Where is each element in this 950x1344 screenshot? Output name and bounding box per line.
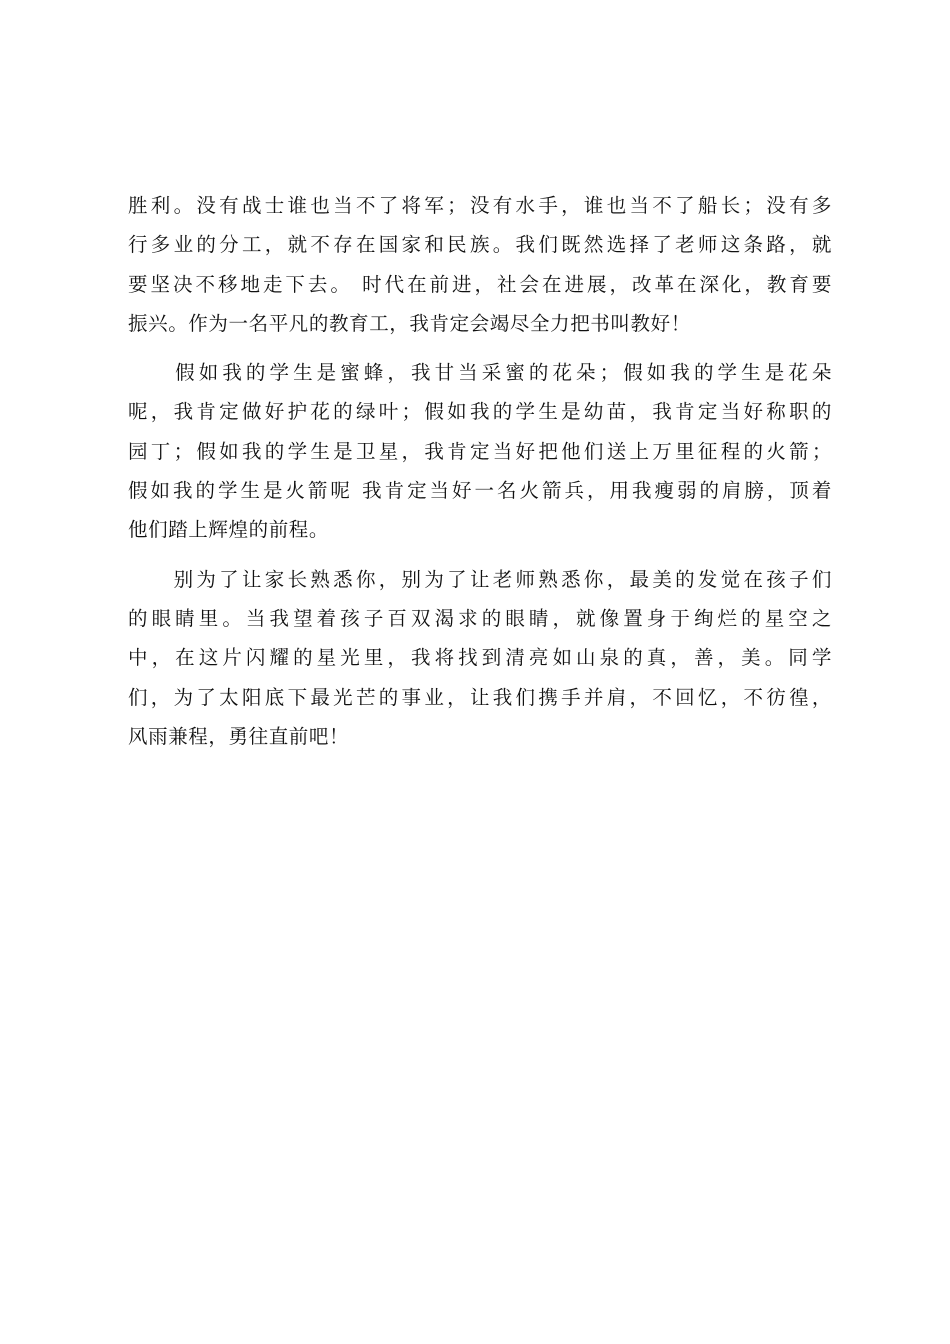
text-line: 假如我的学生是蜜蜂，我甘当采蜜的花朵；假如我的学生是花朵	[128, 361, 832, 385]
text-line: 胜利。没有战士谁也当不了将军；没有水手，谁也当不了船长；没有多	[128, 194, 832, 217]
text-line: 们，为了太阳底下最光芒的事业，让我们携手并肩，不回忆，不彷徨，	[128, 685, 832, 709]
text-line: 中，在这片闪耀的星光里，我将找到清亮如山泉的真，善，美。同学	[128, 646, 832, 670]
body-text	[128, 186, 832, 756]
text-line: 别为了让家长熟悉你，别为了让老师熟悉你，最美的发觉在孩子们	[128, 567, 832, 591]
text-line: 风雨兼程，勇往直前吧！	[128, 724, 350, 748]
text-line: 振兴。作为一名平凡的教育工，我肯定会竭尽全力把书叫教好！	[128, 311, 691, 335]
paragraph-spacing	[128, 343, 832, 353]
text-line: 行多业的分工，就不存在国家和民族。我们既然选择了老师这条路，就	[128, 233, 832, 257]
text-line: 的眼睛里。当我望着孩子百双渴求的眼睛，就像置身于绚烂的星空之	[128, 606, 832, 630]
text-line: 呢，我肯定做好护花的绿叶；假如我的学生是幼苗，我肯定当好称职的	[128, 400, 832, 424]
paragraph-2	[128, 353, 832, 549]
text-line: 要坚决不移地走下去。 时代在前进，社会在进展，改革在深化，教育要	[128, 272, 832, 296]
paragraph-1	[128, 186, 832, 343]
paragraph-spacing	[128, 550, 832, 560]
paragraph-3	[128, 560, 832, 756]
text-line: 园丁；假如我的学生是卫星，我肯定当好把他们送上万里征程的火箭；	[128, 439, 832, 463]
text-line: 假如我的学生是火箭呢 我肯定当好一名火箭兵，用我瘦弱的肩膀，顶着	[128, 479, 832, 503]
text-line: 他们踏上辉煌的前程。	[128, 518, 330, 542]
